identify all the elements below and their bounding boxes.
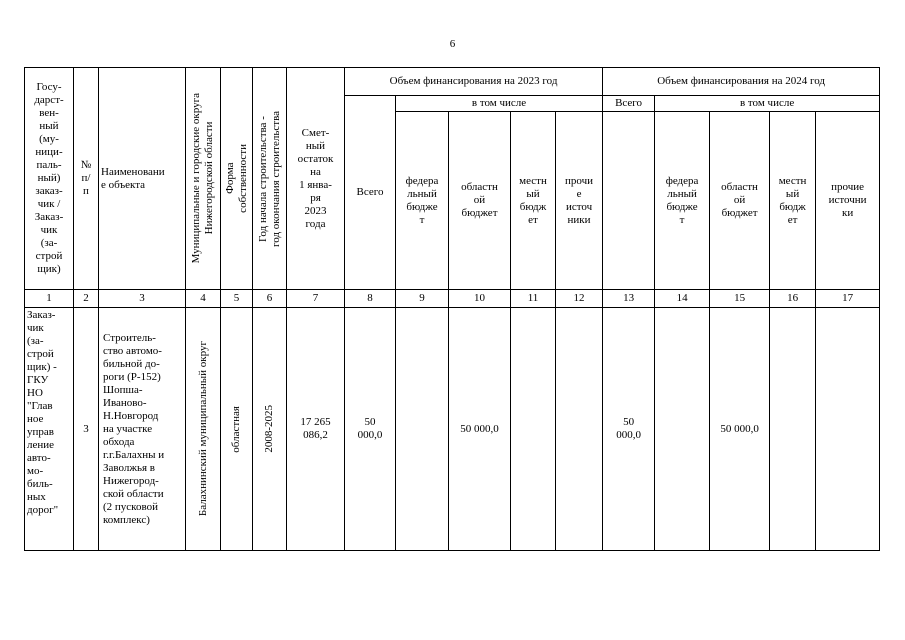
row-num: 3 — [74, 308, 99, 551]
column-number: 1 — [25, 290, 74, 308]
header-object-name: Наименовани е объекта — [99, 68, 186, 290]
column-number: 13 — [603, 290, 655, 308]
row-regional-2023: 50 000,0 — [449, 308, 511, 551]
row-other-2024 — [816, 308, 880, 551]
column-number: 3 — [99, 290, 186, 308]
header-num: № п/ п — [74, 68, 99, 290]
row-customer: Заказ- чик (за- строй щик) - ГКУ НО "Глав ное управ ление авто- мо- биль- ных дорог" — [25, 308, 74, 551]
row-municipality: Балахнинский муниципальный округ — [186, 308, 221, 551]
row-local-2023 — [511, 308, 556, 551]
column-number: 10 — [449, 290, 511, 308]
header-total-2023: Всего — [345, 96, 396, 290]
row-local-2024 — [770, 308, 816, 551]
row-object-name: Строитель- ство автомо- бильной до- роги (Р-152) Шопша- Иваново- Н.Новгород на участке обхода г.г.Балахны и Заволжья в Нижегород- ской области (2 пусковой комплекс) — [99, 308, 186, 551]
header-municipality: Муниципальные и городские округа Нижегородской области — [186, 68, 221, 290]
row-total-2024: 50 000,0 — [603, 308, 655, 551]
header-total-2024-body — [603, 112, 655, 290]
header-ownership: Форма собственности — [221, 68, 253, 290]
financing-table — [24, 67, 880, 551]
header-local-2023: местн ый бюдж ет — [511, 112, 556, 290]
row-years: 2008-2025 — [253, 308, 287, 551]
header-total-2024: Всего — [603, 96, 655, 112]
column-number: 2 — [74, 290, 99, 308]
row-other-2023 — [556, 308, 603, 551]
row-total-2023: 50 000,0 — [345, 308, 396, 551]
row-federal-2023 — [396, 308, 449, 551]
row-balance: 17 265 086,2 — [287, 308, 345, 551]
column-number: 8 — [345, 290, 396, 308]
column-number: 15 — [710, 290, 770, 308]
header-including-2023: в том числе — [396, 96, 603, 112]
header-regional-2024: областн ой бюджет — [710, 112, 770, 290]
header-customer: Госу- дарст- вен- ный (му- ници- паль- ный) заказ- чик / Заказ- чик (за- строй щик) — [25, 68, 74, 290]
column-number: 17 — [816, 290, 880, 308]
column-number-row — [25, 290, 880, 308]
column-number: 16 — [770, 290, 816, 308]
header-local-2024: местн ый бюдж ет — [770, 112, 816, 290]
header-federal-2024: федера льный бюдже т — [655, 112, 710, 290]
header-fin-2024: Объем финансирования на 2024 год — [603, 68, 880, 96]
header-balance: Смет- ный остаток на 1 янва- ря 2023 года — [287, 68, 345, 290]
header-fin-2023: Объем финансирования на 2023 год — [345, 68, 603, 96]
row-ownership: областная — [221, 308, 253, 551]
column-number: 5 — [221, 290, 253, 308]
header-other-2024: прочие источни ки — [816, 112, 880, 290]
header-years: Год начала строительства - год окончания строительства — [253, 68, 287, 290]
header-other-2023: прочи е источ ники — [556, 112, 603, 290]
column-number: 14 — [655, 290, 710, 308]
column-number: 9 — [396, 290, 449, 308]
header-including-2024: в том числе — [655, 96, 880, 112]
row-federal-2024 — [655, 308, 710, 551]
column-number: 6 — [253, 290, 287, 308]
page-number: 6 — [449, 38, 456, 50]
row-regional-2024: 50 000,0 — [710, 308, 770, 551]
column-number: 4 — [186, 290, 221, 308]
column-number: 7 — [287, 290, 345, 308]
column-number: 11 — [511, 290, 556, 308]
header-federal-2023: федера льный бюдже т — [396, 112, 449, 290]
table-row — [25, 308, 880, 551]
column-number: 12 — [556, 290, 603, 308]
header-regional-2023: областн ой бюджет — [449, 112, 511, 290]
